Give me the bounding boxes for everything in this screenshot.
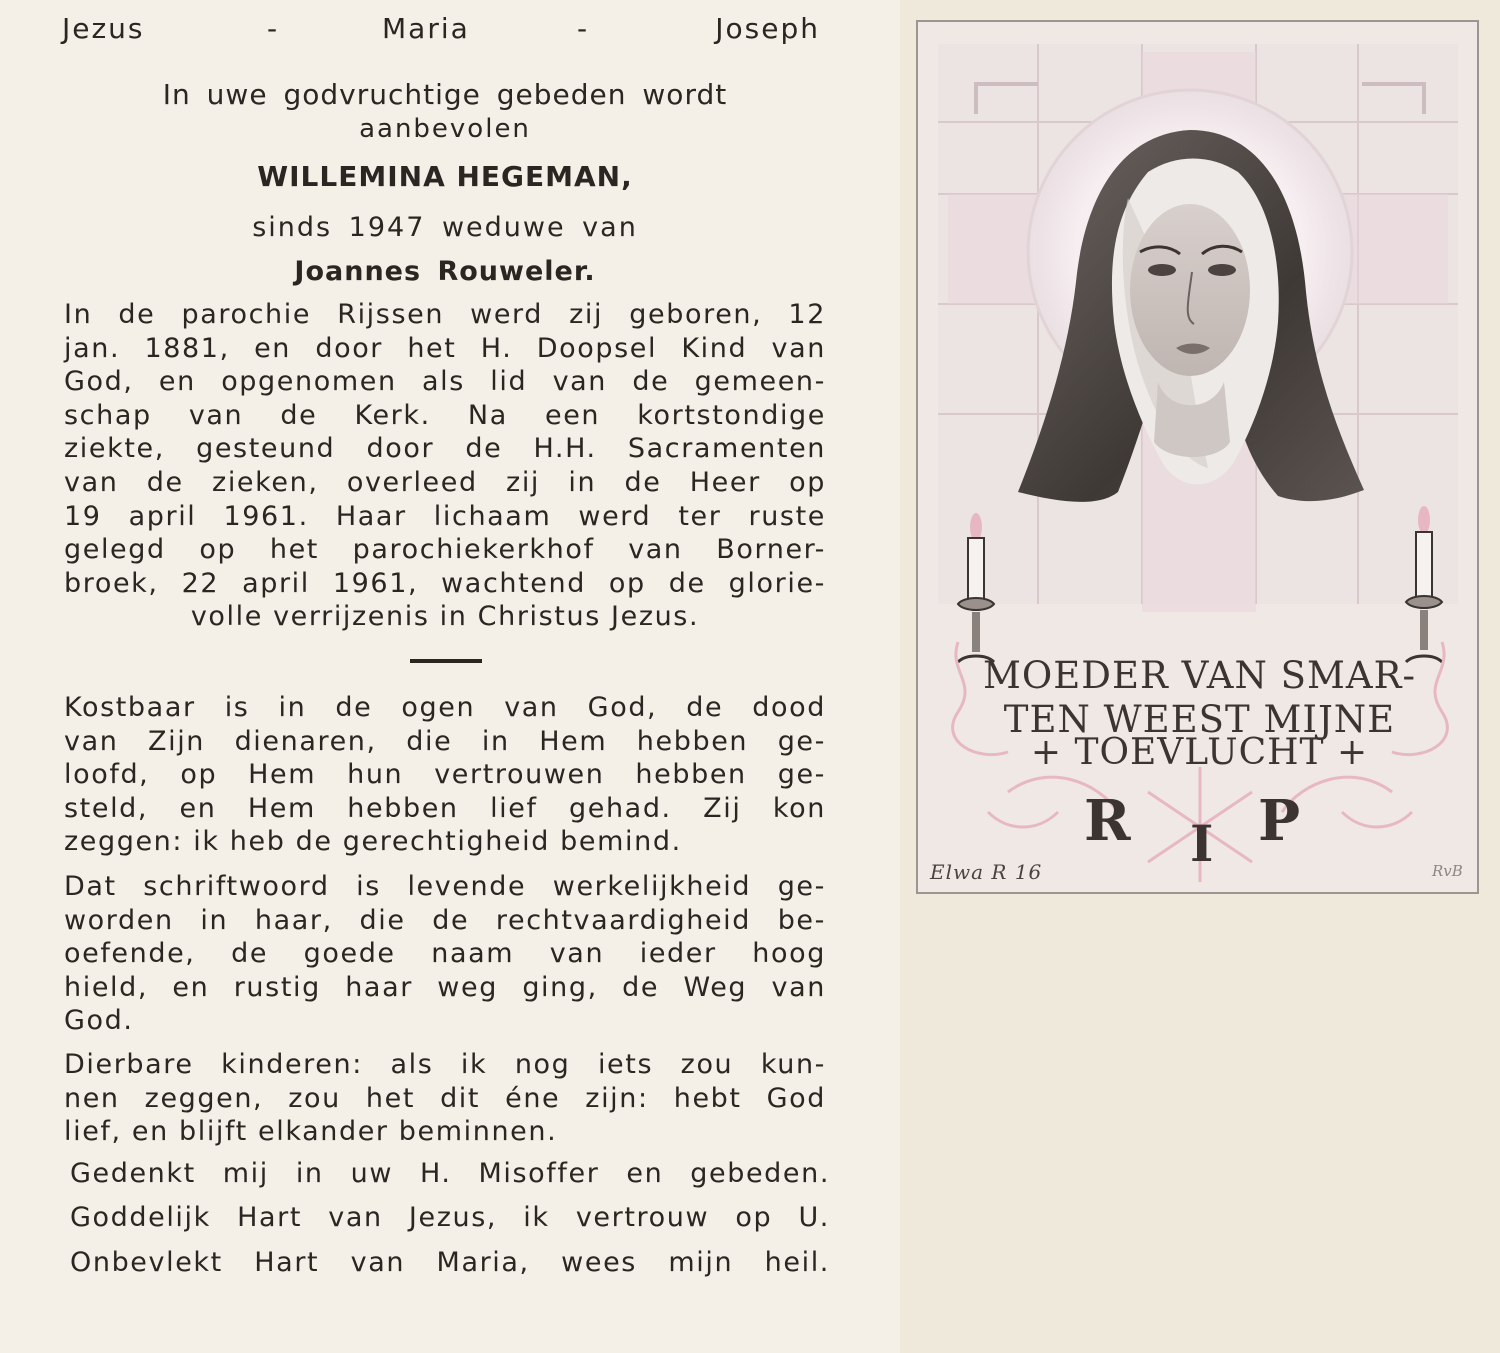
quote-line: Dierbare kinderen: als ik nog iets zou kun- [64,1049,826,1080]
rip-letter-r: R [1084,788,1131,854]
bio-line: gelegd op het parochiekerkhof van Borner- [64,534,826,566]
bio-line: van de zieken, overleed zij in de Heer op [64,466,826,498]
motto-line: TEN WEEST MIJNE [1003,698,1396,741]
section-divider [410,659,482,663]
devotional-picture-card [916,20,1479,894]
rip-letter-p: P [1258,788,1301,854]
prayer-line: Onbevlekt Hart van Maria, wees mijn heil. [70,1247,830,1278]
quote-line: hield, en rustig haar weg ging, de Weg van [64,971,826,1003]
children-message-paragraph [64,1048,826,1149]
intro-line: aanbevolen [359,114,531,144]
bio-line: 19 april 1961. Haar lichaam werd ter ruste [64,500,826,532]
scripture-paragraph [64,691,826,859]
bio-line: God, en opgenomen als lid van de gemeen- [64,366,826,398]
invocation-maria: Maria [382,12,470,45]
prayer-line: Gedenkt mij in uw H. Misoffer en gebeden. [70,1158,830,1189]
motto-line: + TOEVLUCHT + [1030,732,1369,773]
quote-line: van Zijn dienaren, die in Hem hebben ge- [64,725,826,757]
bio-line: In de parochie Rijssen werd zij geboren, 12 [64,299,826,330]
biography-paragraph [64,298,826,634]
invocation-dash: - [577,12,590,45]
bio-line: volle verrijzenis in Christus Jezus. [190,601,700,633]
bio-line: jan. 1881, en door het H. Doopsel Kind van [64,332,826,364]
quote-line: Kostbaar is in de ogen van God, de dood [64,692,826,723]
artist-monogram: RvB [1432,862,1463,880]
quote-line: God. [64,1005,134,1037]
quote-line: lief, en blijft elkander beminnen. [64,1116,558,1148]
reflection-paragraph [64,870,826,1038]
motto-line: MOEDER VAN SMAR- [983,654,1416,697]
bio-line: broek, 22 april 1961, wachtend op de glorie- [64,567,826,599]
quote-line: zeggen: ik heb de gerechtigheid bemind. [64,826,682,858]
invocation-jezus: Jezus [62,12,145,45]
rip-letter-i: I [1190,814,1214,873]
bio-line: ziekte, gesteund door de H.H. Sacramenten [64,433,826,465]
bio-line: schap van de Kerk. Na een kortstondige [64,399,826,431]
quote-line: steld, en Hem hebben lief gehad. Zij kon [64,792,826,824]
deceased-name: WILLEMINA HEGEMAN, [257,160,633,193]
invocation-joseph: Joseph [715,12,820,45]
prayer-line: Goddelijk Hart van Jezus, ik vertrouw op U. [70,1202,830,1233]
quote-line: Dat schriftwoord is levende werkelijkheid ge- [64,871,826,902]
intro-line: In uwe godvruchtige gebeden wordt [162,78,728,111]
quote-line: worden in haar, die de rechtvaardigheid be- [64,904,826,936]
spouse-name: Joannes Rouweler. [294,256,596,287]
quote-line: nen zeggen, zou het dit éne zijn: hebt God [64,1082,826,1114]
quote-line: oefende, de goede naam van ieder hoog [64,938,826,970]
invocation-dash: - [267,12,280,45]
quote-line: loofd, op Hem hun vertrouwen hebben ge- [64,759,826,791]
publisher-signature: Elwa R 16 [930,860,1043,884]
widow-line: sinds 1947 weduwe van [252,212,638,243]
